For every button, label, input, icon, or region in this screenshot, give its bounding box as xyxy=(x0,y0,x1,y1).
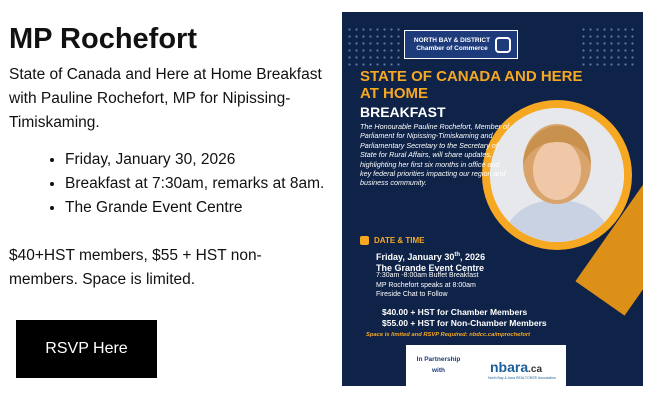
price-item: $40.00 + HST for Chamber Members xyxy=(382,307,528,317)
poster-subheadline: BREAKFAST xyxy=(360,104,446,120)
event-date: • Friday, January 30, 2026 xyxy=(65,148,335,172)
price-note: $40+HST members, $55 + HST non-members. Space is limited. xyxy=(9,247,262,288)
price-item: $55.00 + HST for Non-Chamber Members xyxy=(382,318,547,328)
decorative-dots xyxy=(580,26,638,66)
chamber-logo-text: NORTH BAY & DISTRICT Chamber of Commerce xyxy=(413,36,491,52)
schedule-item: 7:30am -8:00am Buffet Breakfast xyxy=(376,272,479,279)
poster-venue: The Grande Event Centre xyxy=(376,263,485,273)
poster-body: The Honourable Pauline Rochefort, Member of Parliament for Nipissing-Timiskaming and Parliamentary Secretary to the Secretary of State for Rural Affairs, will share updates, highlighting her first six months in office and key federal priorities impacting our region and business community. xyxy=(360,122,510,188)
event-time: • Breakfast at 7:30am, remarks at 8am. xyxy=(65,172,335,196)
poster-prices xyxy=(382,307,547,329)
partnership-label: In Partnership with xyxy=(416,356,461,374)
poster-schedule xyxy=(376,271,479,300)
schedule-item: MP Rochefort speaks at 8:00am xyxy=(376,281,476,289)
rsvp-notice: Space is limited and RSVP Required: nbdcc.ca/mprochefort xyxy=(366,332,531,338)
poster-date-suffix: th xyxy=(454,252,461,258)
poster-date-year: , 2026 xyxy=(460,252,486,262)
chamber-logo-icon xyxy=(495,37,511,53)
partner-logo xyxy=(490,359,542,375)
poster-headline: STATE OF CANADA AND HERE AT HOME xyxy=(360,68,583,102)
partner-box xyxy=(406,345,566,386)
poster-date-main: Friday, January 30 xyxy=(376,252,455,262)
event-venue: • The Grande Event Centre xyxy=(65,196,335,220)
speaker-photo xyxy=(490,108,624,242)
date-time-heading xyxy=(360,236,425,245)
rsvp-button[interactable]: RSVP Here xyxy=(16,320,157,378)
speaker-portrait-icon xyxy=(490,108,624,242)
schedule-item: Fireside Chat to Follow xyxy=(376,291,448,298)
event-poster[interactable] xyxy=(342,12,643,386)
date-time-label: DATE & TIME xyxy=(374,236,425,245)
partner-suffix: .ca xyxy=(528,364,543,375)
page-title: MP Rochefort xyxy=(9,23,197,55)
partner-subtitle: North Bay & Area REALTORS® Association xyxy=(488,376,556,380)
calendar-icon xyxy=(360,236,369,245)
event-description: State of Canada and Here at Home Breakfast with Pauline Rochefort, MP for Nipissing-Timiskaming. xyxy=(9,66,322,131)
chamber-logo xyxy=(404,30,518,59)
decorative-dots xyxy=(346,26,404,66)
partner-name: nbara xyxy=(490,359,529,375)
event-details-list xyxy=(47,148,335,220)
